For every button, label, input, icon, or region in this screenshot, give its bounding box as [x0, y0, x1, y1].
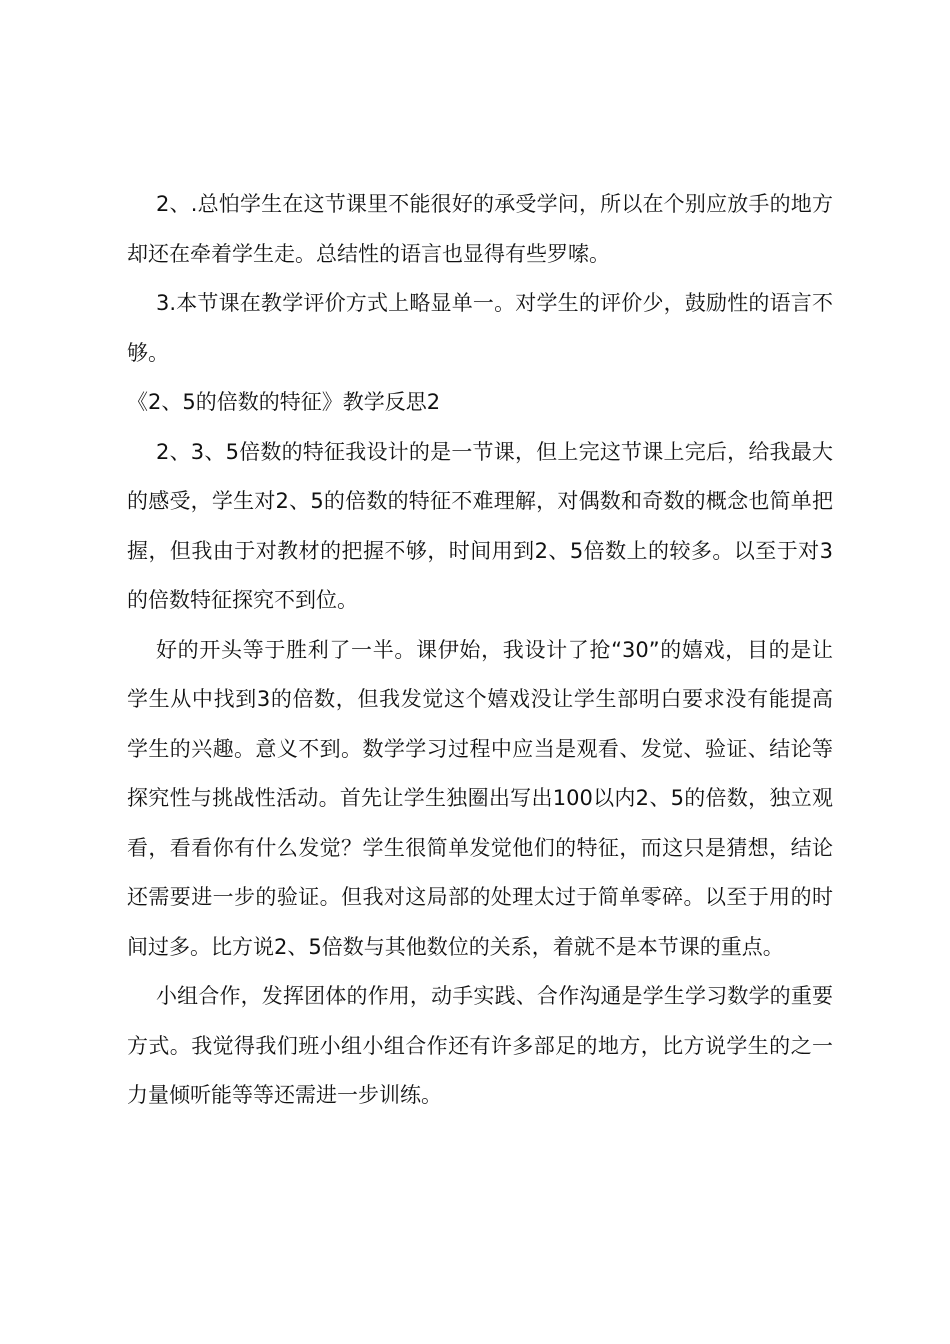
- section-heading: 《2、5的倍数的特征》教学反思2: [127, 390, 441, 414]
- paragraph-point-3: 3.本节课在教学评价方式上略显单一。对学生的评价少，鼓励性的语言不够。: [127, 291, 833, 365]
- paragraph-point-2: 2、.总怕学生在这节课里不能很好的承受学问，所以在个别应放手的地方却还在牵着学生走。总结性的语言也显得有些罗嗦。: [127, 192, 833, 266]
- paragraph-body-3: 小组合作，发挥团体的作用，动手实践、合作沟通是学生学习数学的重要方式。我觉得我们班小组小组合作还有许多部足的地方，比方说学生的之一力量倾听能等等还需进一步训练。: [127, 984, 833, 1107]
- paragraph-body-1: 2、3、5倍数的特征我设计的是一节课，但上完这节课上完后，给我最大的感受，学生对2、5的倍数的特征不难理解，对偶数和奇数的概念也简单把握，但我由于对教材的把握不够，时间用到2、5倍数上的较多。以至于对3的倍数特征探究不到位。: [127, 439, 833, 612]
- paragraph-body-2: 好的开头等于胜利了一半。课伊始，我设计了抢“30”的嬉戏，目的是让学生从中找到3的倍数，但我发觉这个嬉戏没让学生部明白要求没有能提高学生的兴趣。意义不到。数学学习过程中应当是观看、发觉、验证、结论等探究性与挑战性活动。首先让学生独圈出写出100以内2、5的倍数，独立观看，看看你有什么发觉？学生很简单发觉他们的特征，而这只是猜想，结论还需要进一步的验证。但我对这局部的处理太过于简单零碎。以至于用的时间过多。比方说2、5倍数与其他数位的关系，着就不是本节课的重点。: [127, 637, 833, 959]
- document-page: [127, 180, 833, 1121]
